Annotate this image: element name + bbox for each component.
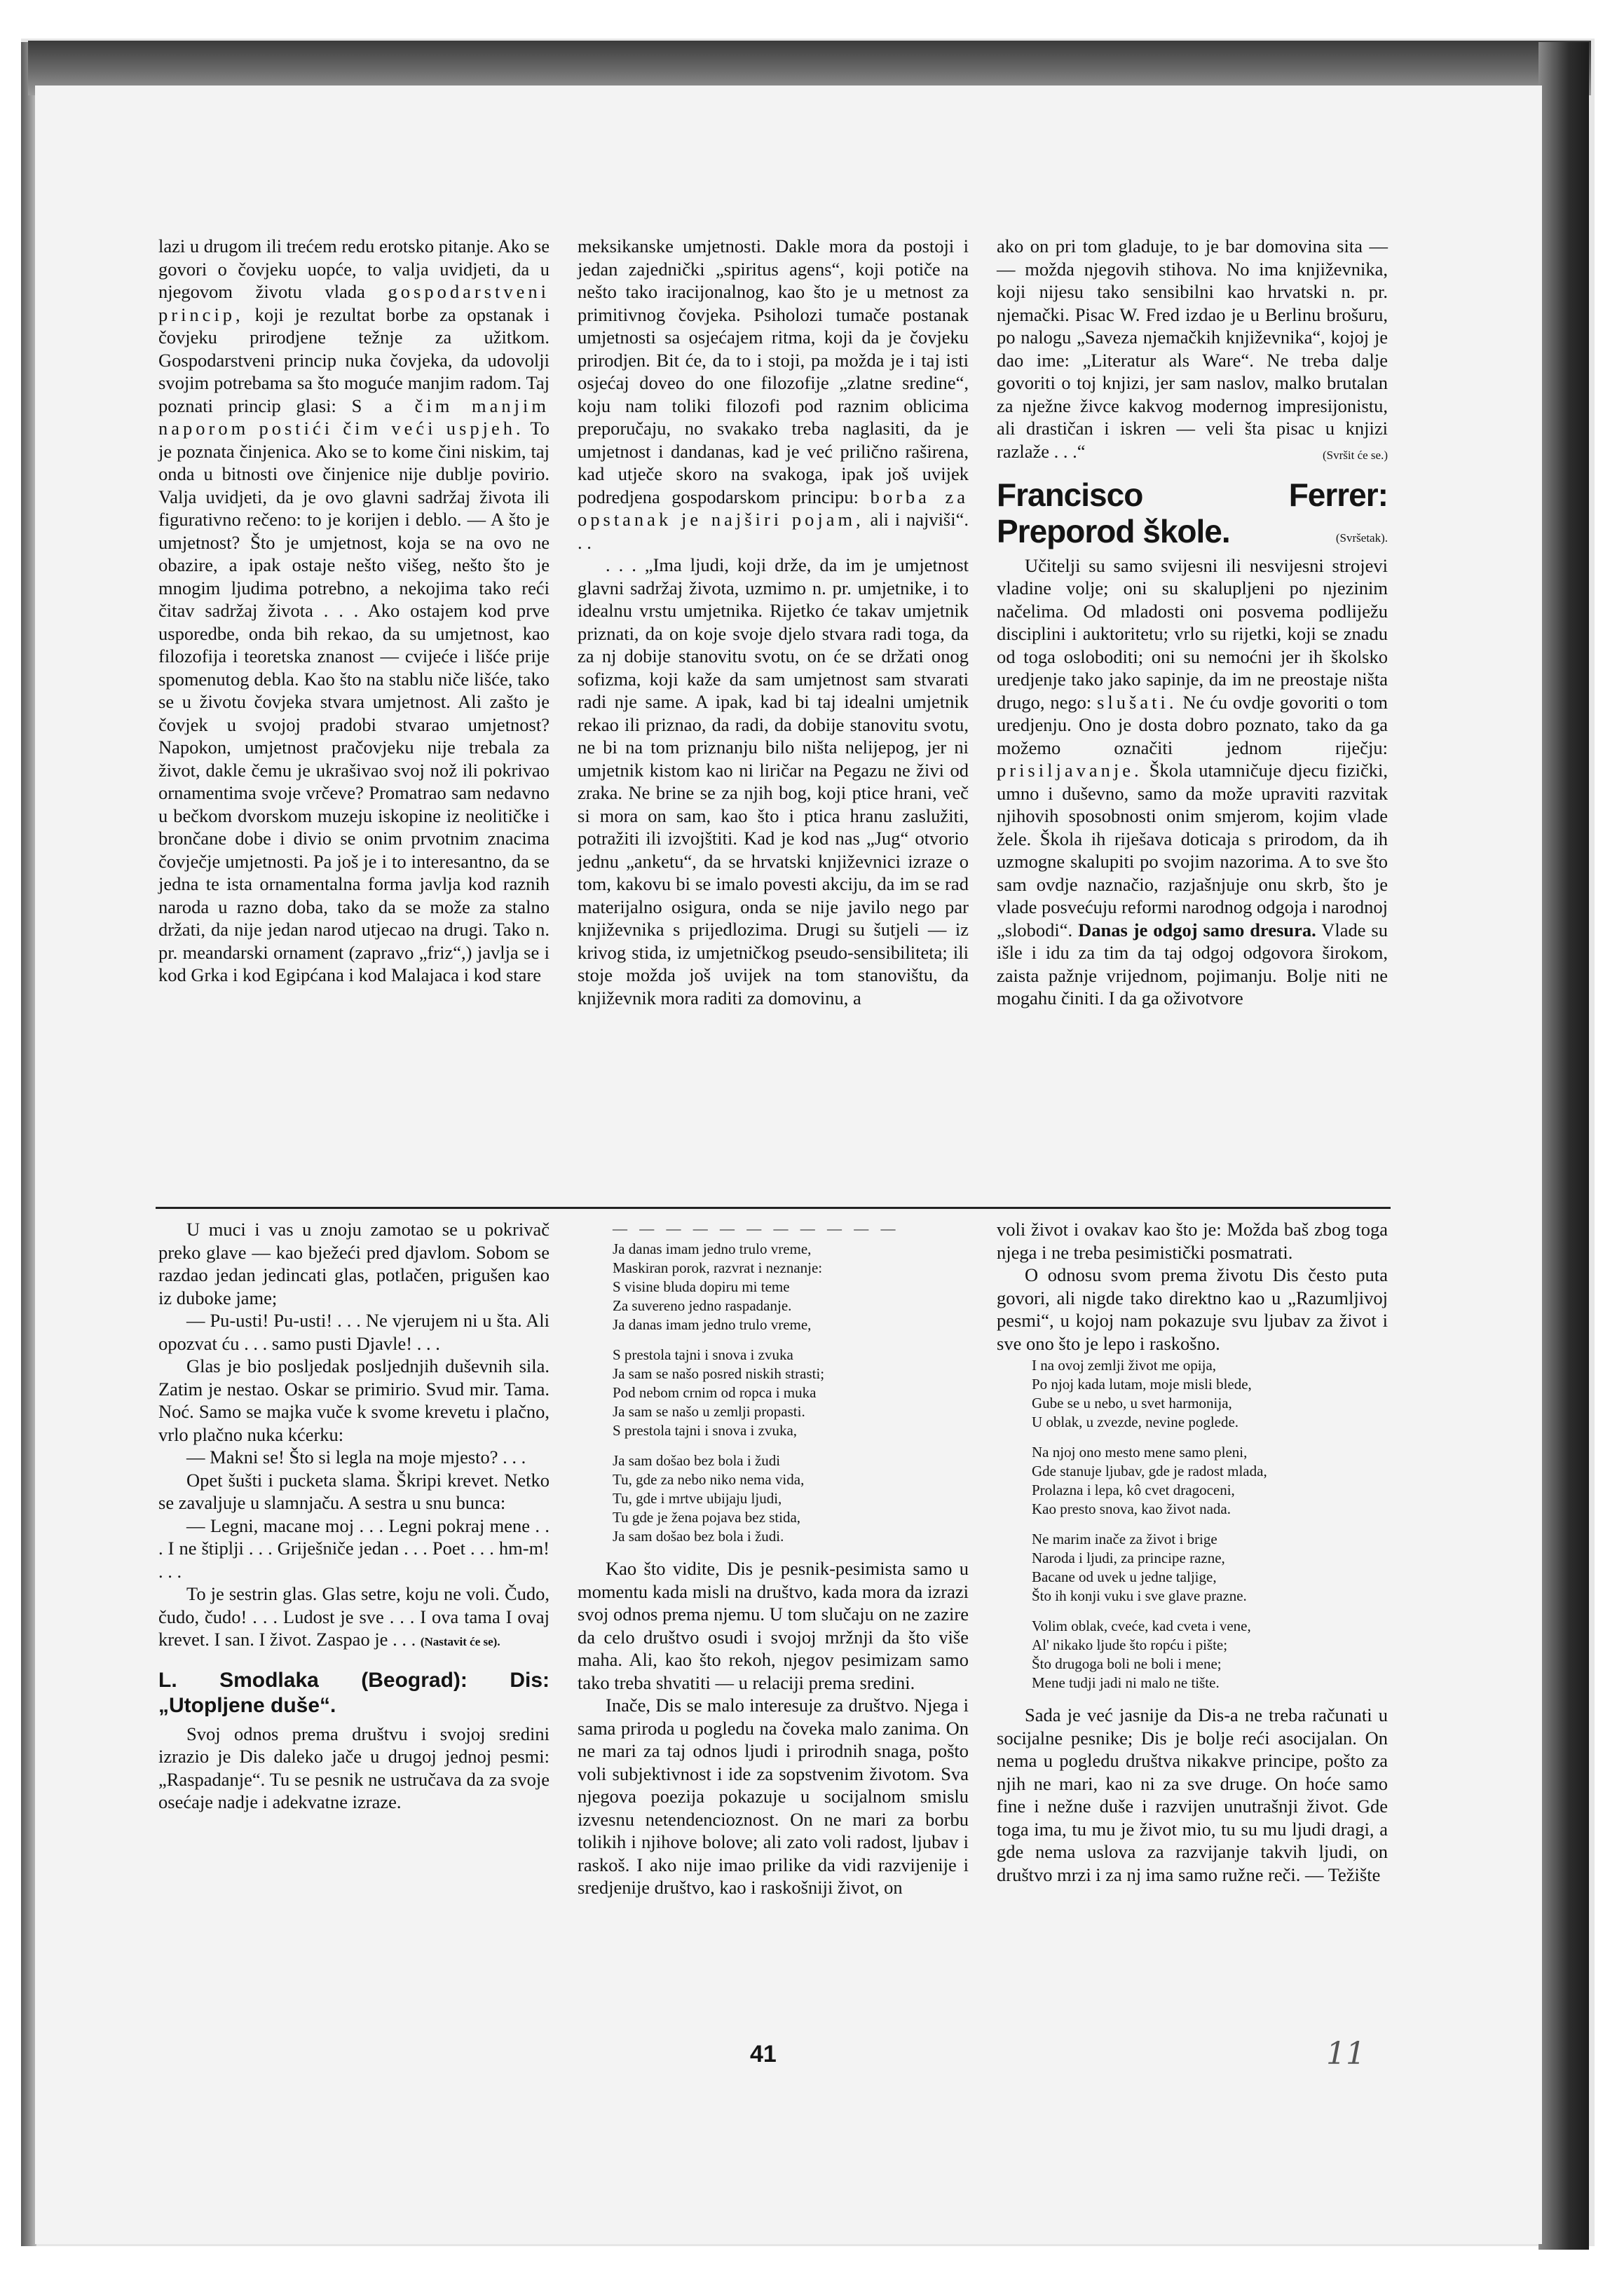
poem-line: Ja sam došao bez bola i žudi. xyxy=(613,1528,784,1545)
article-title: L. Smodlaka (Beograd): Dis: „Utopljene duše“. xyxy=(158,1668,550,1717)
paragraph: voli život i ovakav kao što je: Možda baš zbog toga njega i ne treba pesimistički posmatrati. xyxy=(997,1219,1388,1263)
poem-stanza xyxy=(613,1346,969,1440)
poem-stanza xyxy=(1032,1356,1388,1432)
poem-line: I na ovoj zemlji život me opija, xyxy=(1032,1357,1217,1374)
paragraph: Svoj odnos prema društvu i svojoj sredini izrazio je Dis daleko jače u drugoj jednoj pesmi: „Raspadanje“. Tu se pesnik ne ustručava da za svoje osećaje nadje i adekvatne izraze. xyxy=(158,1723,550,1812)
poem-line: Što ih konji vuku i sve glave prazne. xyxy=(1032,1587,1247,1604)
book-binding-left xyxy=(21,42,36,2246)
paragraph: — Pu-usti! Pu-usti! . . . Ne vjerujem ni u šta. Ali opozvat ću . . . samo pusti Djavle! . . . xyxy=(158,1310,550,1354)
poem-line: Al' nikako ljude što ropću i pište; xyxy=(1032,1636,1228,1653)
poem-line: Maskiran porok, razvrat i neznanje: xyxy=(613,1259,823,1276)
poem-line: Naroda i ljudi, za principe razne, xyxy=(1032,1550,1225,1566)
paragraph: — Makni se! Što si legla na moje mjesto? . . . xyxy=(186,1447,526,1468)
paragraph: Glas je bio posljedak posljednjih duševnih sila. Zatim je nestao. Oskar se primirio. Svud mir. Tama. Noć. Samo se majka vuče k svome krevetu i plačno, vrlo plačno nuka kćerku: xyxy=(158,1355,550,1445)
poem-line: Što drugoga boli ne boli i mene; xyxy=(1032,1655,1222,1672)
poem-line: Mene tudji jadi ni malo ne tište. xyxy=(1032,1674,1220,1691)
paragraph: To je sestrin glas. Glas setre, koju ne voli. Čudo, čudo, čudo! . . . Ludost je sve . . . I ova tama I ovaj krevet. I san. I život. Zaspao je . . . (Nastavit će se). xyxy=(158,1583,550,1650)
bottom-column-1 xyxy=(158,1218,550,1814)
book-binding-right xyxy=(1538,42,1589,2250)
article-title: Francisco Ferrer: Preporod škole. xyxy=(997,477,1388,549)
poem-line: Tu, gde i mrtve ubijaju ljudi, xyxy=(613,1490,782,1507)
poem-line: Tu, gde za nebo niko nema vida, xyxy=(613,1471,805,1488)
poem-line: S prestola tajni i snova i zvuka, xyxy=(613,1422,798,1439)
article-subtitle: (Svršetak). xyxy=(1335,531,1388,545)
poem-line: S visine bluda dopiru mi teme xyxy=(613,1278,790,1295)
top-column-2 xyxy=(578,235,969,1009)
top-column-3 xyxy=(997,235,1388,1010)
poem-separator: — — — — — — — — — — — xyxy=(613,1220,900,1237)
poem-razumljiva-pesma xyxy=(1032,1356,1388,1693)
paragraph: . . . „Ima ljudi, koji drže, da im je umjetnost glavni sadržaj života, uzmimo n. pr. umjetnike, i to idealnu vrstu umjetnika. Rijetko će takav umjetnik priznati, da on koje svoje djelo stvara radi toga, da za nj dobije stanovitu svotu, on će se držati onog sofizma, koji kaže da sam umjetnost sam stvarati radi nje same. A ipak, kad bi taj idealni umjetnik rekao ili priznao, da radi, da dobije stanovitu svotu, ne bi na tom priznanju bilo ništa nelijepog, jer ni umjetnik kistom kao ni liričar na Pegazu ne živi od zraka. Ne brine se za njih bog, koji ptice hrani, več si mora on sam, kao što i ptica hranu zaslužiti, potražiti ili izvojštiti. Kad je kod nas „Jug“ otvorio jednu „anketu“, da se hrvatski književnici izraze o tom, kakovu bi se imalo povesti akciju, da im se rad materijalno osigura, onda se nije javilo nego par književnika s prijedlozima. Drugi su šutjeli — iz krivog stida, iz umjetničkog pseudo-sensibiliteta; ili stoje možda još uvijek na tom stanovištu, da književnik mora raditi za domovinu, a xyxy=(578,554,969,1008)
paragraph: Inače, Dis se malo interesuje za društvo. Njega i sama priroda u pogledu na čoveka malo zanima. On ne mari za taj odnos ljudi i prirodnih snaga, pošto voli subjektivnost i ide za sopstvenim životom. Sva njegova poezija pokazuje u socijalnom smislu izvesnu netendencioznost. On ne mari za borbu tolikih i njihove bolove; ali zato voli radost, ljubav i raskoš. I ako nije imao prilike da vidi razvijenije i sredjenije društvo, kao i raskošniji život, on xyxy=(578,1695,969,1898)
poem-stanza xyxy=(1032,1530,1388,1606)
page-number: 41 xyxy=(750,2041,777,2067)
poem-stanza xyxy=(1032,1443,1388,1519)
poem-line: U oblak, u zvezde, nevine poglede. xyxy=(1032,1414,1239,1430)
poem-line: Ja sam se našo posred niskih strasti; xyxy=(613,1365,825,1382)
poem-line: Gube se u nebo, u svet harmonija, xyxy=(1032,1395,1232,1411)
poem-line: Ja danas imam jedno trulo vreme, xyxy=(613,1240,812,1257)
continuation-note: (Svršit će se.) xyxy=(1322,448,1388,462)
poem-line: Bacane od uvek u jedne taljige, xyxy=(1032,1568,1217,1585)
handwritten-note: 11 xyxy=(1326,2036,1365,2072)
poem-line: Ja danas imam jedno trulo vreme, xyxy=(613,1316,812,1333)
poem-stanza xyxy=(1032,1617,1388,1693)
paragraph: U muci i vas u znoju zamotao se u pokrivač preko glave — kao bježeći pred djavlom. Sobom se razdao jedan jedincati glas, potlačen, prigušen kao iz duboke jame; xyxy=(158,1219,550,1308)
top-column-1 xyxy=(158,235,550,987)
poem-line: Tu gde je žena pojava bez stida, xyxy=(613,1509,801,1526)
paragraph: Opet šušti i pucketa slama. Škripi krevet. Netko se zavaljuje u slamnjaču. A sestra u snu bunca: xyxy=(158,1469,550,1513)
poem-stanza xyxy=(613,1240,969,1334)
bottom-column-2 xyxy=(578,1218,969,1899)
paragraph: Učitelji su samo svijesni ili nesvijesni strojevi vladine volje; oni su skalupljeni po njezinim načelima. Od mladosti oni posvema podliježu disciplini i auktoritetu; vrlo su rijetki, koji se znadu od toga osloboditi; oni su nemoćni jer ih školsko uredjenje tako jako sapinje, da im ne preostaje ništa drugo, nego: slušati. Ne ću ovdje govoriti o tom uredjenju. Ono je dosta dobro poznato, tako da ga možemo označiti jednom riječju: prisiljavanje. Škola utamničuje djecu fizički, umno i duševno, samo da može upraviti razvitak njihovih sposobnosti onim smjerom, kojim vlade žele. Škola ih riješava doticaja s prirodom, da ih uzmogne skalupiti po svojim nazorima. A to sve što sam ovdje naznačio, razjašnjuje onu skrb, što je vlade posvećuju reformi narodnog odgoja i narodnoj „slobodi“. Danas je odgoj samo dresura. Vlade su išle i idu za tim da taj odgoj odgovora širokom, zaista pažnje vrijednom, pojimanju. Bolje niti ne mogahu činiti. I da ga oživotvore xyxy=(997,554,1388,1008)
paragraph: ako on pri tom gladuje, to je bar domovina sita — — možda njegovih stihova. No ima književnika, koji nijesu tako sensibilni kao hrvatski n. pr. njemački. Pisac W. Fred izdao je u Berlinu brošuru, po nalogu „Saveza njemačkih književnika“, kojoj je dao ime: „Literatur als Ware“. Ne treba dalje govoriti o toj knjizi, jer sam naslov, malko brutalan za nježne živce kakvog modernog impresijonistu, ali drastičan i iskren — veli šta pisac u knjizi razlaže . . .“ (Svršit će se.) xyxy=(997,235,1388,463)
paragraph: Kao što vidite, Dis je pesnik-pesimista samo u momentu kada misli na društvo, kada mora da izrazi svoj odnos prema njemu. U tom slučaju on ne zazire da celo društvo osudi i svojoj mržnji da što više maha. Ali, kao što rekoh, njegov pesimizam samo tako treba shvatiti — u relaciji prema sredini. xyxy=(578,1558,969,1693)
poem-line: Ne marim inače za život i brige xyxy=(1032,1531,1217,1547)
poem-line: Gde stanuje ljubav, gde je radost mlada, xyxy=(1032,1463,1267,1479)
poem-raspadanje xyxy=(613,1240,969,1546)
bottom-column-3 xyxy=(997,1218,1388,1886)
paragraph: — Legni, macane moj . . . Legni pokraj mene . . . I ne štiplji . . . Griješniče jedan . . . Poet . . . hm-m! . . . xyxy=(158,1514,550,1582)
poem-stanza xyxy=(613,1451,969,1546)
poem-line: S prestola tajni i snova i zvuka xyxy=(613,1346,793,1363)
poem-line: Po njoj kada lutam, moje misli blede, xyxy=(1032,1376,1252,1393)
paragraph: Sada je već jasnije da Dis-a ne treba računati u socijalne pesnike; Dis je bolje reći asocijalan. On nema u pogledu društva nikakve principe, pošto za njih ne mari, kao ni za sve druge. On hoće samo fine i nežne duše i razvijen unutrašnji život. Gde toga ima, tu mu je život mio, tu su mu ljudi dragi, a gde nema uslova za razvijanje takvih ljudi, on društvo mrzi i za nj ima samo ružne reči. — Težište xyxy=(997,1704,1388,1885)
paragraph: meksikanske umjetnosti. Dakle mora da postoji i jedan zajednički „spiritus agens“, koji potiče na nešto tako iracijonalnog, kao što je u metnost za primitivnog čovjeka. Psiholozi tumače postanak umjetnosti sa osjećajem ritma, koji da je čovjeku prirodjen. Bit će, da to i stoji, pa možda je i taj isti osjećaj doveo do one filozofije „zlatne sredine“, koju nam toliki filozofi pod raznim oblicima preporučaju, no svakako treba naglasiti, da je umjetnost i dandanas, kad je već prilično raširena, kad utječe skoro na svakoga, ipak još uvijek podredjena gospodarskom principu: borba za opstanak je najširi pojam, ali i najviši“. . . xyxy=(578,235,969,553)
poem-line: Prolazna i lepa, kô cvet dragoceni, xyxy=(1032,1482,1235,1498)
section-divider xyxy=(156,1207,1391,1209)
paragraph: O odnosu svom prema životu Dis često puta govori, ali nigde tako direktno kao u „Razumljivoj pesmi“, u kojoj nam pokazuje svu ljubav za život i sve ono što je lepo i raskošno. xyxy=(997,1264,1388,1354)
poem-line: Na njoj ono mesto mene samo pleni, xyxy=(1032,1444,1248,1461)
poem-line: Za suvereno jedno raspadanje. xyxy=(613,1297,792,1314)
poem-line: Ja sam se našo u zemlji propasti. xyxy=(613,1403,805,1420)
paragraph: lazi u drugom ili trećem redu erotsko pitanje. Ako se govori o čovjeku uopće, to valja uvidjeti, da u njegovom životu vlada gospodarstveni princip, koji je rezultat borbe za opstanak i čovjeku prirodjene težnje za užitkom. Gospodarstveni princip nuka čovjeka, da udovolji svojim potrebama sa što moguće manjim radom. Taj poznati princip glasi: S a čim manjim naporom postići čim veći uspjeh. To je poznata činjenica. Ako se to kome čini niskim, taj onda u bitnosti ove činjenice nije dublje povirio. Valja uvidjeti, da je ovo glavni sadržaj života ili figurativno rečeno: to je korijen i deblo. — A što je umjetnost? Što je umjetnost, koja se na ovo ne obazire, a ipak ostaje nešto višeg, nešto što je mnogim ljudima potrebno, a nekojima tako reći čitav sadržaj života . . . Ako ostajem kod prve usporedbe, onda bih rekao, da su umjetnost, kao filozofija i teoretska znanost — cvijeće i lišće prije spomenutog debla. Kao što na stablu niče lišće, tako se u životu čovjeka stvara umjetnost. Ali zašto je čovjek u svojoj pradobi stvarao umjetnost? Napokon, umjetnost pračovjeku nije trebala za život, dakle čemu je ukrašivao svoj nož ili pokrivao ornamentima svoje vrčeve? Promatrao sam nedavno u bečkom dvorskom muzeju iskopine iz neolitičke i brončane dobe i divio se onim prvotnim znacima čovječje umjetnosti. Pa još je i to interesantno, da se jedna te ista ornamentalna forma javlja kod raznih naroda u razno doba, tako da se može za stalno držati, da nije jedan narod utjecao na drugi. Tako n. pr. meandarski ornament (zapravo „friz“,) javlja se i kod Grka i kod Egipćana i kod Malajaca i kod stare xyxy=(158,235,550,985)
poem-line: Pod nebom crnim od ropca i muka xyxy=(613,1384,817,1401)
continuation-note: (Nastavit će se). xyxy=(420,1635,500,1648)
poem-line: Kao presto snova, kao život nada. xyxy=(1032,1500,1231,1517)
poem-line: Ja sam došao bez bola i žudi xyxy=(613,1452,781,1469)
poem-line: Volim oblak, cveće, kad cveta i vene, xyxy=(1032,1618,1251,1634)
